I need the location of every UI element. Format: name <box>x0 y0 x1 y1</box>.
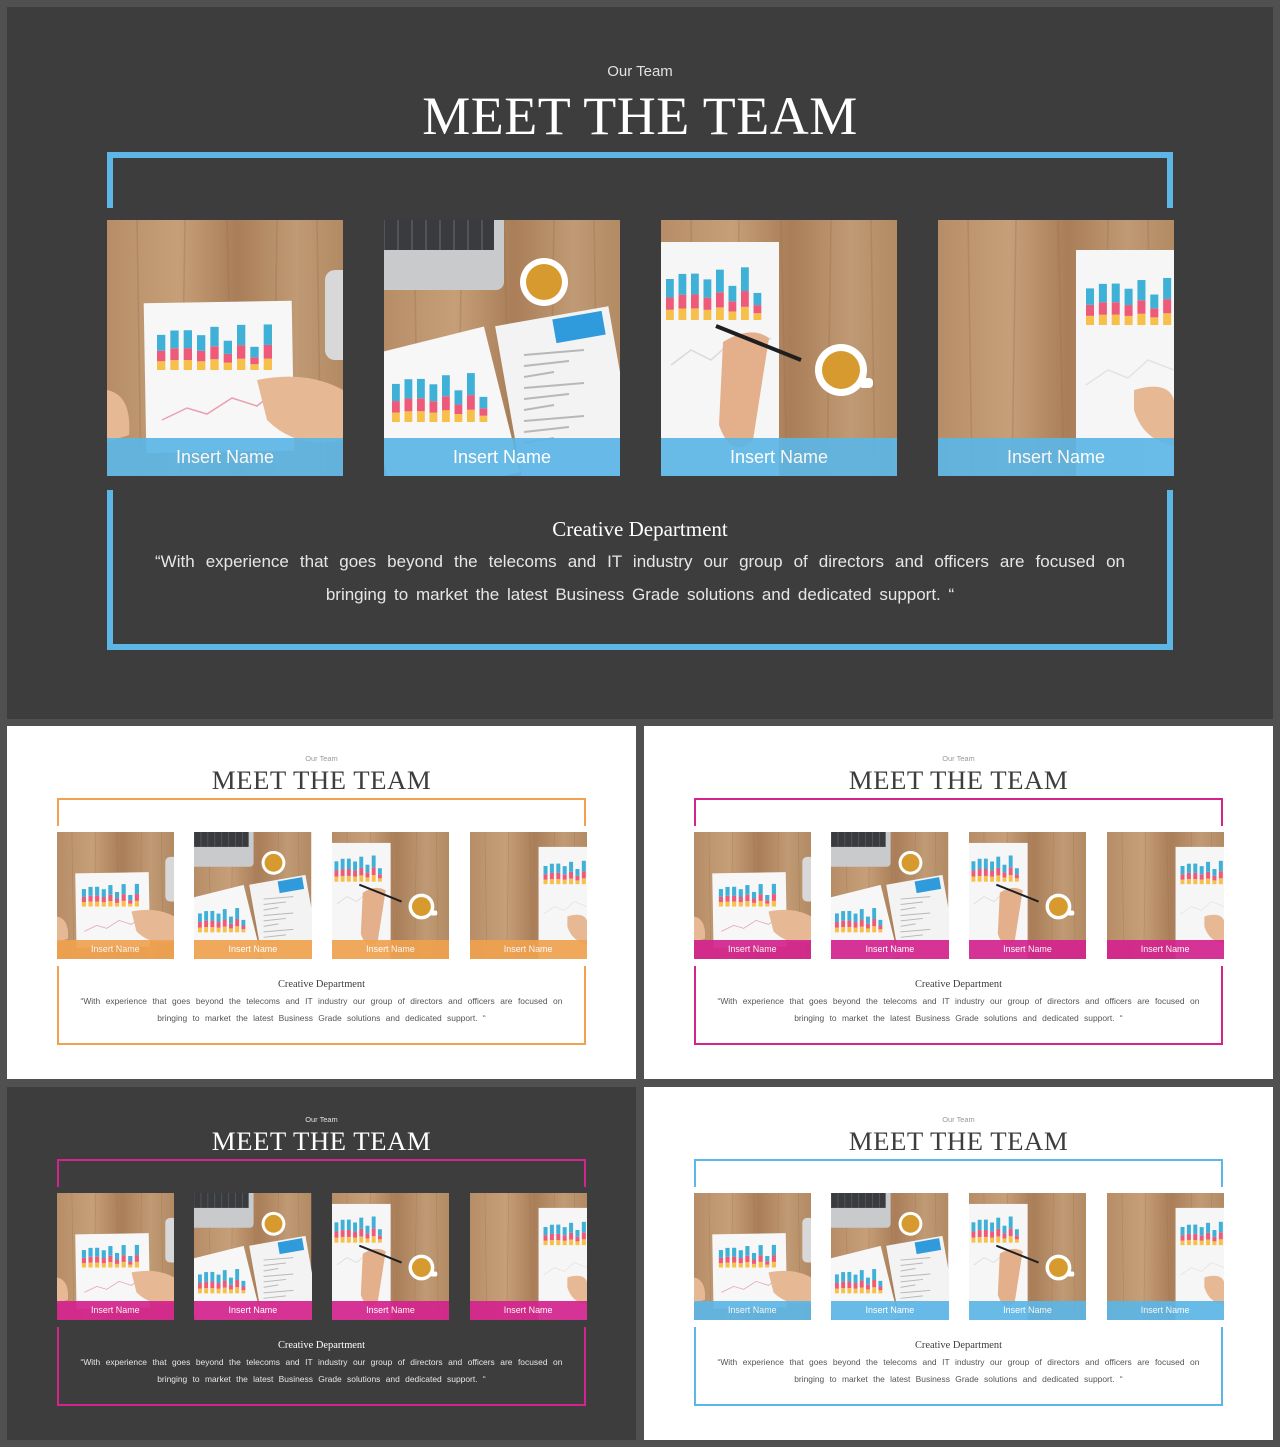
team-member-photo <box>1107 1193 1224 1320</box>
member-name[interactable]: Insert Name <box>661 438 897 476</box>
team-member-photo <box>694 832 811 959</box>
slide-title: MEET THE TEAM <box>848 764 1069 795</box>
slide-dark-magenta <box>7 1087 636 1440</box>
frame-top <box>57 798 587 826</box>
team-member-photo <box>332 1193 449 1320</box>
member-name[interactable]: Insert Name <box>194 940 311 959</box>
team-member-photo <box>831 1193 948 1320</box>
slide-subtitle: Our Team <box>305 1114 338 1124</box>
team-member-photo <box>661 220 897 476</box>
team-member-photo <box>57 832 174 959</box>
slide-light-magenta <box>644 726 1273 1079</box>
member-name[interactable]: Insert Name <box>694 1301 811 1320</box>
member-name[interactable]: Insert Name <box>831 1301 948 1320</box>
department-heading: Creative Department <box>277 979 366 991</box>
slide-title: MEET THE TEAM <box>211 1125 432 1156</box>
slide-title: MEET THE TEAM <box>848 1125 1069 1156</box>
slide-title: MEET THE TEAM <box>422 86 858 146</box>
member-name[interactable]: Insert Name <box>107 438 343 476</box>
department-quote: “With experience that goes beyond the telecoms and IT industry our group of directors and officers are focused on bringing to market the latest Business Grade solutions and dedicated support. “ <box>80 996 563 1023</box>
slide-light-orange <box>7 726 636 1079</box>
slide-subtitle: Our Team <box>942 1114 975 1124</box>
department-heading: Creative Department <box>277 1340 366 1352</box>
slide-subtitle: Our Team <box>607 63 673 80</box>
member-name[interactable]: Insert Name <box>332 1301 449 1320</box>
department-heading: Creative Department <box>552 517 728 541</box>
team-member-photo <box>831 832 948 959</box>
department-quote: “With experience that goes beyond the telecoms and IT industry our group of directors and officers are focused on bringing to market the latest Business Grade solutions and dedicated support. “ <box>155 552 1125 604</box>
frame-top <box>57 1159 587 1187</box>
member-name[interactable]: Insert Name <box>470 940 587 959</box>
member-name[interactable]: Insert Name <box>1107 940 1224 959</box>
frame-top <box>694 1159 1224 1187</box>
member-name[interactable]: Insert Name <box>57 1301 174 1320</box>
member-name[interactable]: Insert Name <box>969 940 1086 959</box>
slide-subtitle: Our Team <box>942 753 975 763</box>
member-name[interactable]: Insert Name <box>332 940 449 959</box>
frame-top <box>107 152 1173 208</box>
slide-subtitle: Our Team <box>305 753 338 763</box>
team-member-photo <box>470 832 587 959</box>
slide-dark-blue <box>7 7 1273 719</box>
member-name[interactable]: Insert Name <box>831 940 948 959</box>
department-heading: Creative Department <box>914 979 1003 991</box>
team-member-photo <box>57 1193 174 1320</box>
member-name[interactable]: Insert Name <box>194 1301 311 1320</box>
team-member-photo <box>194 1193 311 1320</box>
member-name[interactable]: Insert Name <box>57 940 174 959</box>
department-quote: “With experience that goes beyond the telecoms and IT industry our group of directors and officers are focused on bringing to market the latest Business Grade solutions and dedicated support. “ <box>717 1357 1200 1384</box>
team-member-photo <box>694 1193 811 1320</box>
team-member-photo <box>969 1193 1086 1320</box>
slide-title: MEET THE TEAM <box>211 764 432 795</box>
department-heading: Creative Department <box>914 1340 1003 1352</box>
team-member-photo <box>470 1193 587 1320</box>
frame-top <box>694 798 1224 826</box>
team-member-photo <box>1107 832 1224 959</box>
member-name[interactable]: Insert Name <box>694 940 811 959</box>
department-quote: “With experience that goes beyond the telecoms and IT industry our group of directors and officers are focused on bringing to market the latest Business Grade solutions and dedicated support. “ <box>717 996 1200 1023</box>
team-member-photo <box>938 220 1174 476</box>
member-name[interactable]: Insert Name <box>1107 1301 1224 1320</box>
team-member-photo <box>194 832 311 959</box>
slide-light-blue <box>644 1087 1273 1440</box>
member-name[interactable]: Insert Name <box>384 438 620 476</box>
member-name[interactable]: Insert Name <box>470 1301 587 1320</box>
team-member-photo <box>384 220 620 476</box>
member-name[interactable]: Insert Name <box>969 1301 1086 1320</box>
department-quote: “With experience that goes beyond the telecoms and IT industry our group of directors and officers are focused on bringing to market the latest Business Grade solutions and dedicated support. “ <box>80 1357 563 1384</box>
member-name[interactable]: Insert Name <box>938 438 1174 476</box>
team-member-photo <box>969 832 1086 959</box>
team-member-photo <box>332 832 449 959</box>
team-member-photo <box>107 220 343 476</box>
